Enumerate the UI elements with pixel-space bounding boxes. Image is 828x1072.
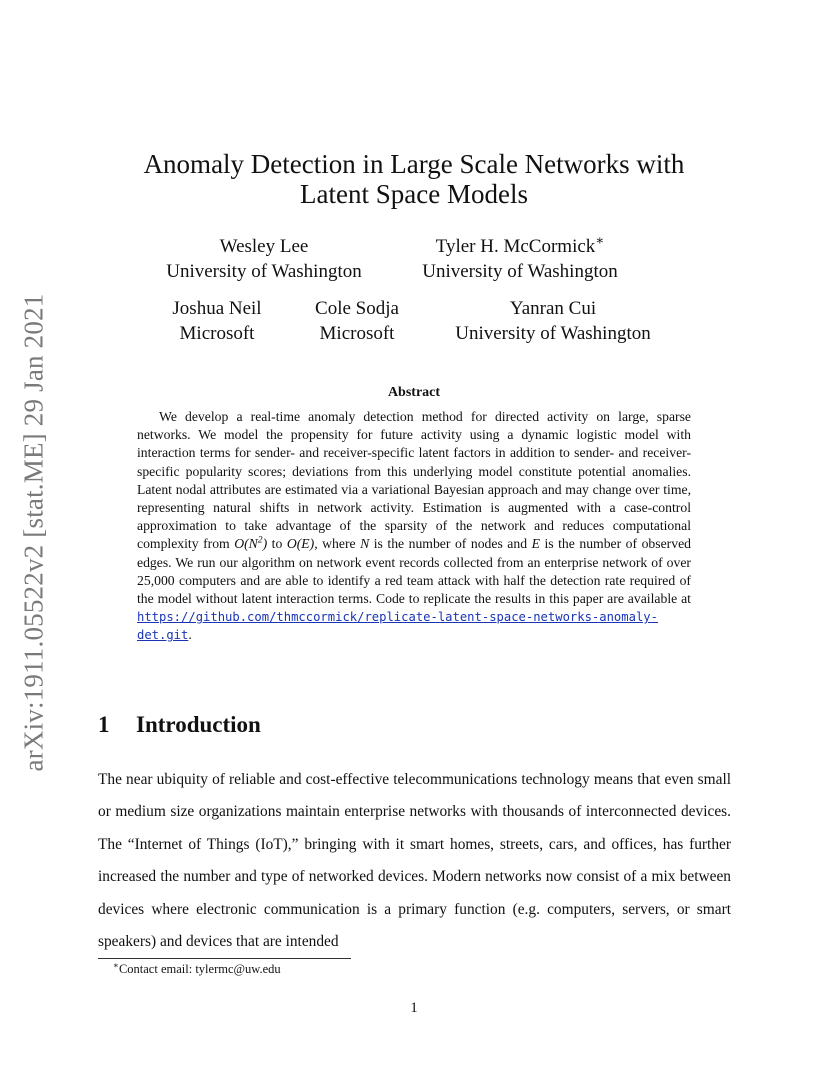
arxiv-identifier-stamp xyxy=(18,292,50,772)
author-affiliation: University of Washington xyxy=(422,261,618,282)
abstract-body: We develop a real-time anomaly detection method for directed activity on large, sparse networks. We model the propensity for future activity using a dynamic logistic model with interaction terms for sender- and receiver-specific latent factors in addition to sender- and receiver-specific popularity scores; deviations from this underlying model constitute potential anomalies. Latent nodal attributes are estimated via a variational Bayesian approach and may change over time, representing natural shifts in network activity. Estimation is augmented with a case-control approximation to take advantage of the sparsity of the network and reduces computational complexity from $O(N^2)$ to O(E), where N is the number of nodes and E is the number of observed edges. We run our algorithm on network event records collected from an enterprise network of over 25,000 computers and are able to identify a red team attack with half the detection rate required of the model without latent interaction terms. Code to replicate the results in this paper are available at https://github.com/thmccormick/replicate-latent-space-networks-anomaly-det.git. xyxy=(137,409,692,643)
section-heading-introduction xyxy=(98,712,261,738)
author-block-2 xyxy=(408,234,632,284)
author-name: Joshua Neil xyxy=(172,298,262,319)
author-name: Tyler H. McCormick∗ xyxy=(435,232,605,257)
section-title: Introduction xyxy=(136,712,261,737)
footnote-marker: ∗ xyxy=(113,959,119,970)
math-variable: N xyxy=(360,536,370,552)
footnote xyxy=(113,959,281,977)
abstract-heading: Abstract xyxy=(387,385,441,400)
math-expression: O(E) xyxy=(286,536,315,552)
code-repository-link[interactable]: https://github.com/thmccormick/replicate-latent-space-networks-anomaly-det.git xyxy=(137,610,658,643)
author-affiliation: Microsoft xyxy=(179,323,255,344)
author-name: Yanran Cui xyxy=(509,298,597,319)
author-affiliation: University of Washington xyxy=(455,323,651,344)
author-block-4 xyxy=(300,296,414,346)
footnote-text: Contact email: tylermc@uw.edu xyxy=(118,962,281,976)
paper-title xyxy=(100,149,728,209)
author-block-1 xyxy=(158,234,370,284)
math-variable: E xyxy=(531,536,540,552)
author-block-5 xyxy=(442,296,664,346)
author-affiliation: University of Washington xyxy=(166,261,362,282)
author-name: Cole Sodja xyxy=(315,298,399,319)
author-block-3 xyxy=(160,296,274,346)
author-name: Wesley Lee xyxy=(219,236,309,257)
title-line-2: Latent Space Models xyxy=(300,179,528,209)
footnote-divider xyxy=(98,958,351,959)
introduction-paragraph: The near ubiquity of reliable and cost-effective telecommunications technology means that even small or medium size organizations maintain enterprise networks with thousands of interconnected devices. The “Internet of Things (IoT),” bringing with it smart homes, streets, cars, and offices, has further increased the number and type of networked devices. Modern networks now consist of a mix between devices where electronic communication is a primary function (e.g. computers, servers, or smart speakers) and devices that are intended xyxy=(98,771,731,951)
arxiv-identifier-text: arXiv:1911.05522v2 [stat.ME] 29 Jan 2021 xyxy=(18,293,49,771)
title-line-1: Anomaly Detection in Large Scale Networks with xyxy=(143,149,685,179)
math-expression: $O(N^2)$ xyxy=(234,534,268,552)
page-number: 1 xyxy=(410,1000,418,1016)
section-number: 1 xyxy=(98,712,110,737)
footnote-marker: ∗ xyxy=(595,232,605,248)
author-affiliation: Microsoft xyxy=(319,323,395,344)
